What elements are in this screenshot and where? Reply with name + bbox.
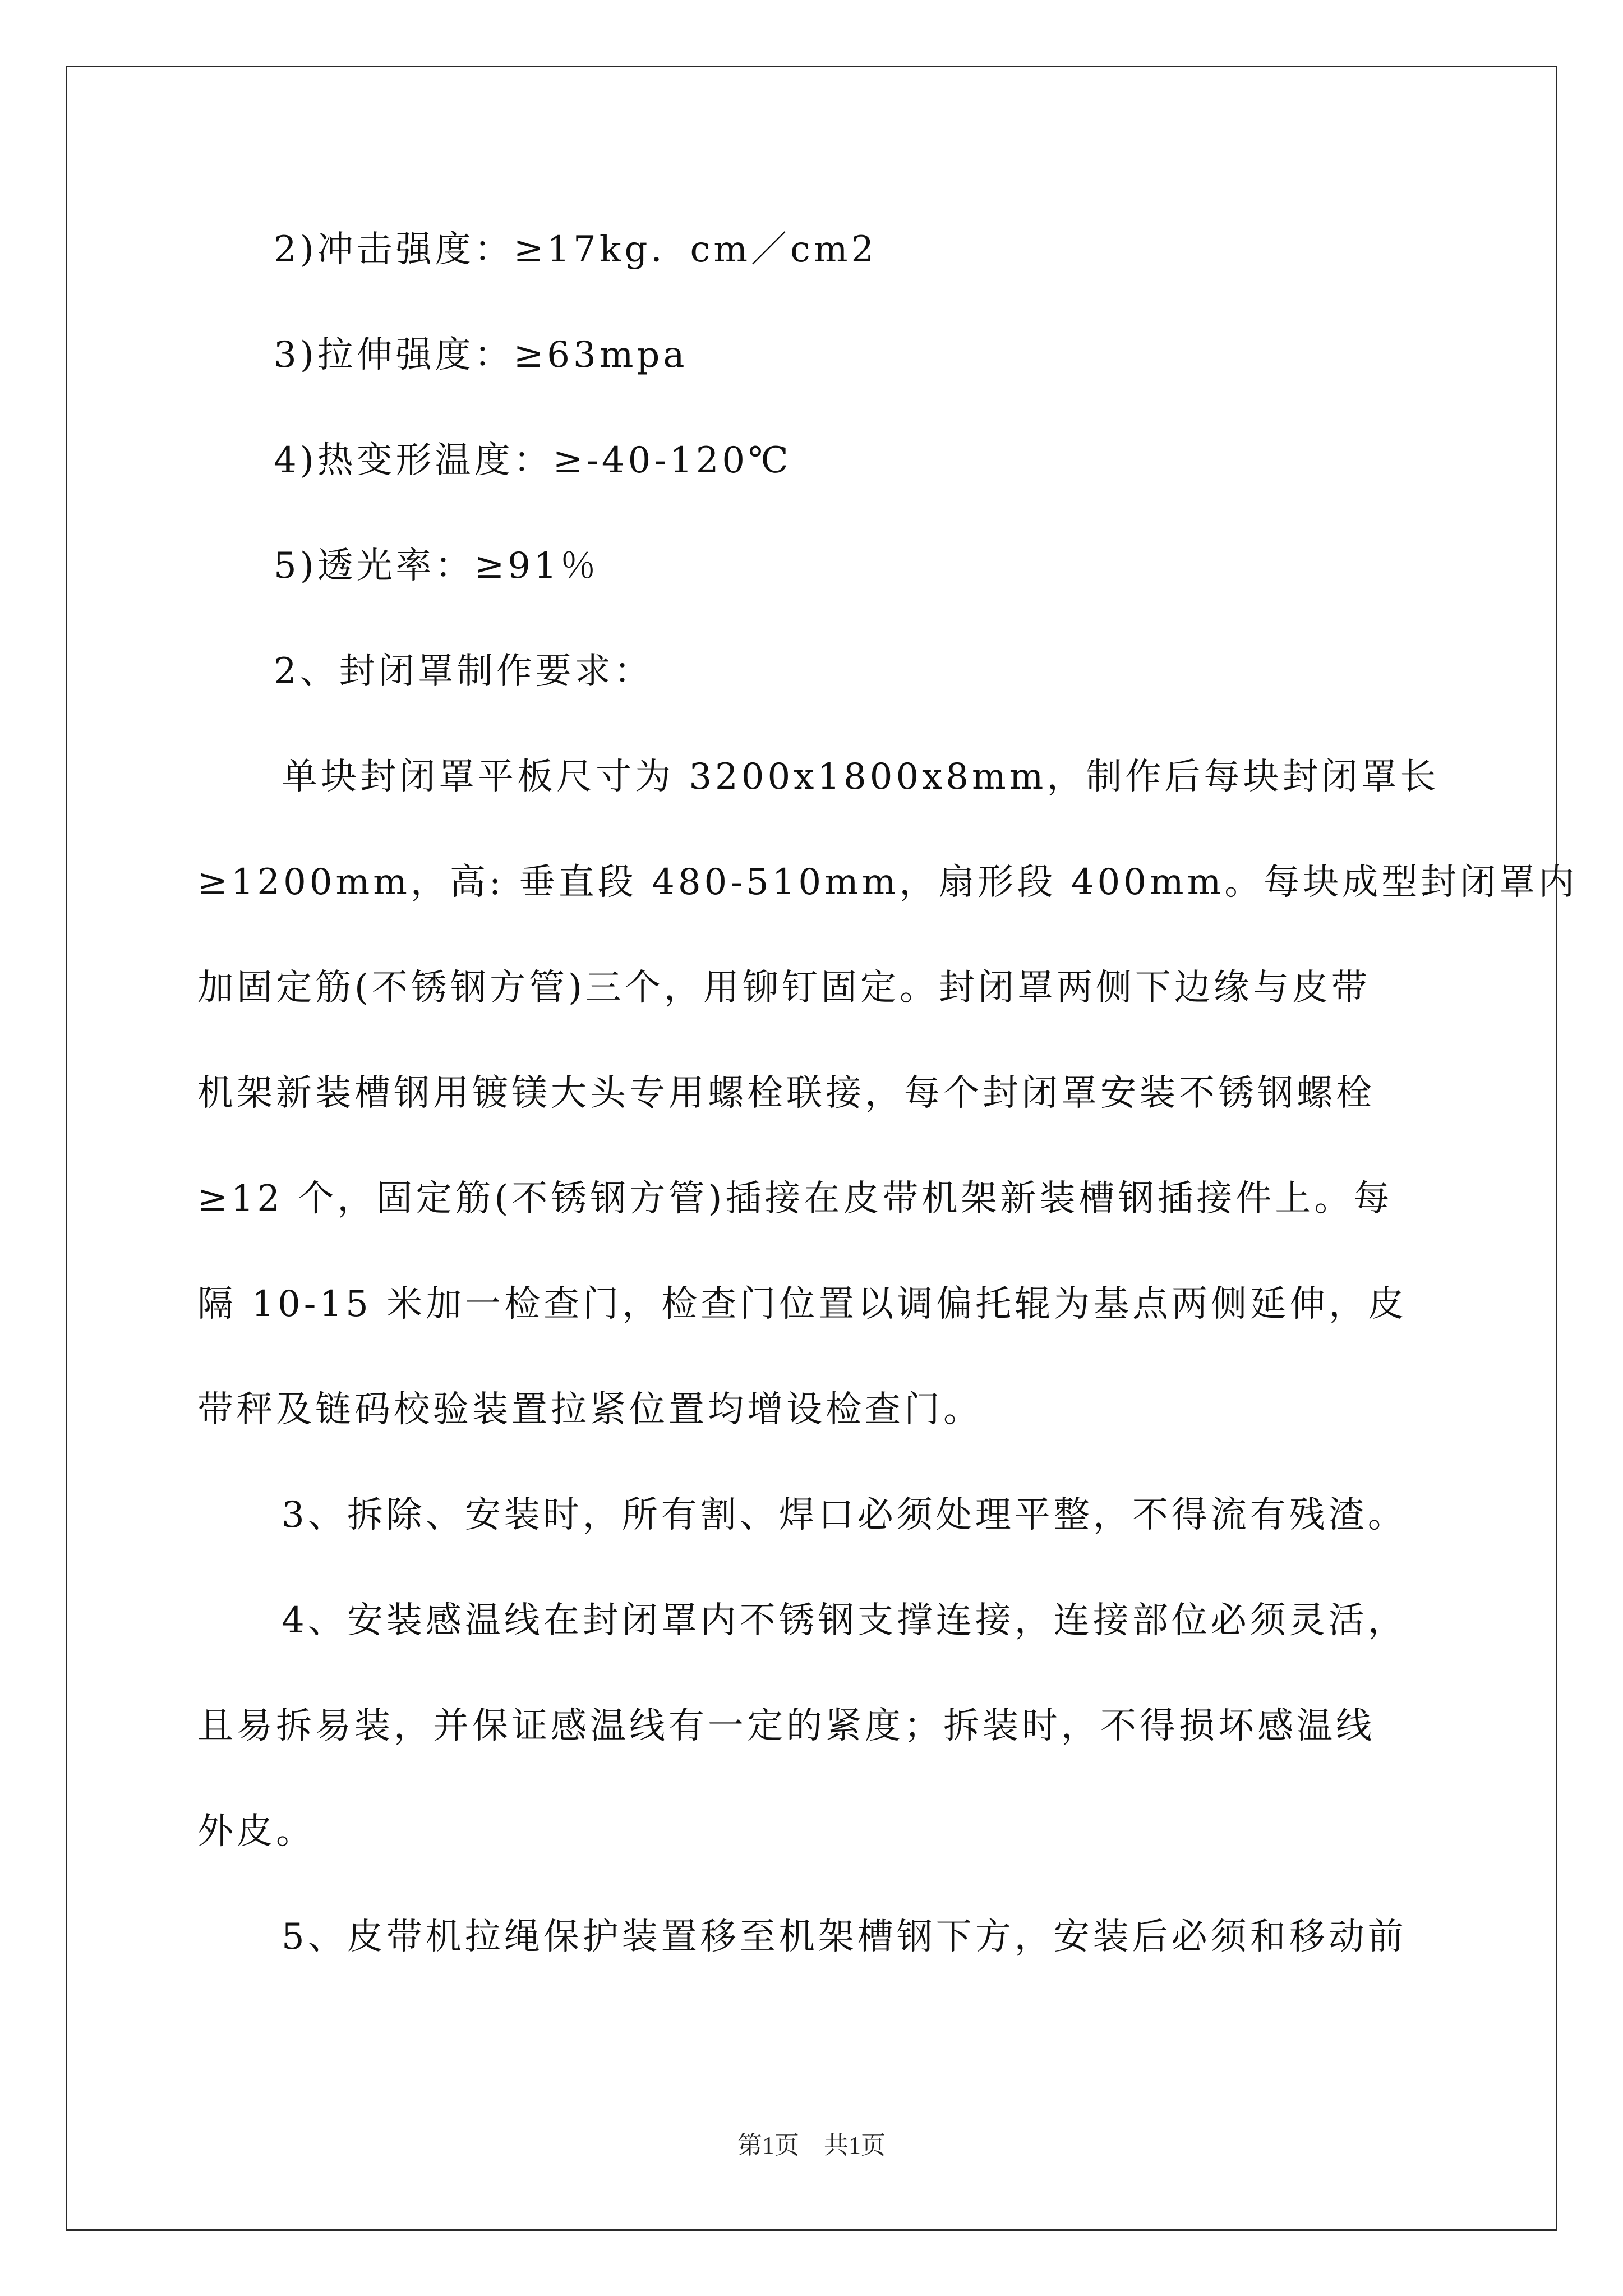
section-4: 4、安装感温线在封闭罩内不锈钢支撑连接，连接部位必须灵活，: [282, 1600, 1407, 1641]
paragraph-line: 加固定筋(不锈钢方管)三个，用铆钉固定。封闭罩两侧下边缘与皮带: [197, 967, 1371, 1009]
page-border: [66, 66, 1557, 2231]
paragraph-line: 外皮。: [197, 1811, 315, 1852]
spec-tensile-strength: 3)拉伸强度：≥63mpa: [274, 334, 688, 376]
section-3: 3、拆除、安装时，所有割、焊口必须处理平整，不得流有残渣。: [282, 1494, 1407, 1536]
paragraph-line: 机架新装槽钢用镀镁大头专用螺栓联接，每个封闭罩安装不锈钢螺栓: [197, 1073, 1375, 1114]
spec-transmittance: 5)透光率：≥91％: [274, 545, 600, 587]
paragraph-line: 隔 10-15 米加一检查门，检查门位置以调偏托辊为基点两侧延伸，皮: [197, 1283, 1408, 1325]
paragraph-line: ≥12 个，固定筋(不锈钢方管)插接在皮带机架新装槽钢插接件上。每: [197, 1178, 1393, 1220]
section-heading-2: 2、封闭罩制作要求：: [274, 651, 653, 692]
paragraph-line: ≥1200mm，高: 垂直段 480-510mm，扇形段 400mm。每块成型封闭罩内: [197, 862, 1578, 903]
paragraph-line: 单块封闭罩平板尺寸为 3200x1800x8mm，制作后每块封闭罩长: [282, 756, 1440, 798]
spec-impact-strength: 2)冲击强度：≥17kg．cm／cm2: [274, 229, 878, 270]
section-5: 5、皮带机拉绳保护装置移至机架槽钢下方，安装后必须和移动前: [282, 1916, 1407, 1958]
page-number: 第1页 共1页: [737, 2132, 886, 2159]
paragraph-line: 且易拆易装，并保证感温线有一定的紧度；拆装时，不得损坏感温线: [197, 1705, 1375, 1747]
spec-heat-deformation: 4)热变形温度：≥-40-120℃: [274, 440, 792, 481]
paragraph-line: 带秤及链码校验装置拉紧位置均增设检查门。: [197, 1389, 983, 1430]
